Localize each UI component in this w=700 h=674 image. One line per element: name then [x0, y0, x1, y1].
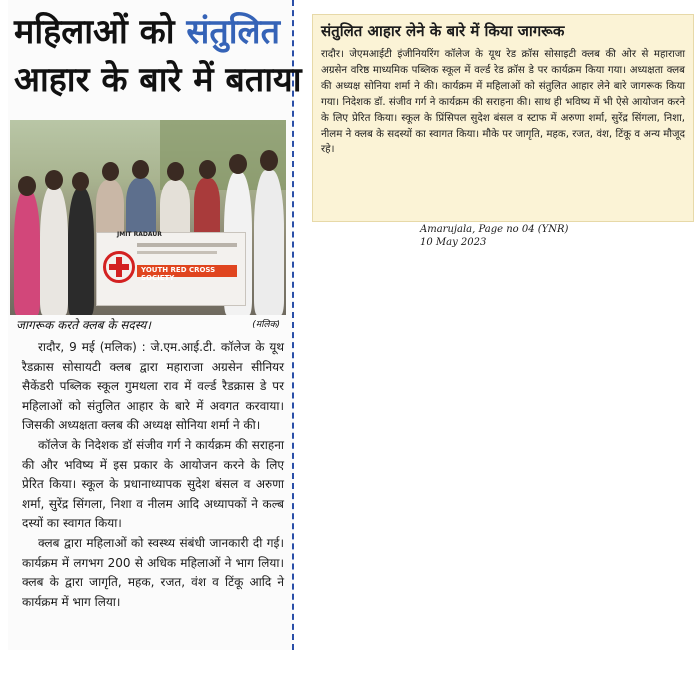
headline-accent: संतुलित: [186, 12, 280, 52]
source-publication: Amarujala, Page no 04 (YNR): [420, 224, 569, 235]
article-paragraph: कॉलेज के निदेशक डॉ संजीव गर्ग ने कार्यक्रम की सराहना की और भविष्य में इस प्रकार के आयोजन करने के लिए प्रेरित किया। स्कूल के प्रधानाध्यापक सुदेश बंसल व अरुणा शर्मा, सुरेंद्र सिंगला, निशा व नीलम आदि अध्यापकों ने कल्ब दस्यों का स्वागत किया।: [22, 437, 284, 531]
person-figure: [68, 188, 94, 315]
person-figure: [160, 180, 190, 240]
person-head: [199, 160, 216, 179]
headline: [14, 8, 302, 104]
article-paragraph: रादौर, 9 मई (मलिक) : जे.एम.आई.टी. कॉलेज के यूथ रैडक्रास सोसायटी क्लब द्वारा महाराजा अग्रसेन सीनियर सैकेंडरी पब्लिक स्कूल गुमथला राव में वर्ल्ड रैडक्रास डे पर महिलाओं को संतुलित आहार के बारे में अवगत करवाया। जिसकी अध्यक्षता क्लब की अध्यक्ष सोनिया शर्मा ने की।: [22, 340, 284, 433]
person-figure: [14, 190, 40, 315]
photo-caption: जागरूक करते क्लब के सदस्य।: [16, 318, 151, 332]
news-photo: [10, 120, 286, 315]
headline-line-2: आहार के बारे में बताया: [14, 60, 302, 100]
right-news-clipping: [312, 14, 694, 222]
left-news-clipping: [8, 0, 302, 650]
person-head: [229, 154, 247, 174]
photo-credit: (मलिक): [252, 320, 280, 330]
person-figure: [126, 178, 156, 238]
article-paragraph: क्लब द्वारा महिलाओं को स्वस्थ्य संबंधी जानकारी दी गई। कार्यक्रम में लगभग 200 से अधिक महिलाओं ने भाग लिया। क्लब के द्वारा जागृति, महक, रजत, वंश व टिंकू आदि ने कार्यक्रम में भाग लिया।: [22, 535, 284, 609]
banner-text-line: [137, 251, 217, 254]
red-cross-logo-icon: [103, 251, 135, 283]
person-head: [18, 176, 36, 196]
article-body: [22, 338, 284, 612]
banner-text: YOUTH RED CROSS SOCIETY: [141, 266, 216, 282]
right-headline: संतुलित आहार लेने के बारे में किया जागरूक: [321, 22, 565, 40]
photo-caption-row: [10, 314, 286, 334]
person-head: [102, 162, 119, 181]
person-figure: [254, 170, 284, 315]
person-figure: [40, 186, 68, 315]
person-figure: [194, 178, 220, 238]
banner-stripe: [137, 265, 237, 282]
headline-part-1: महिलाओं को: [14, 12, 187, 52]
person-head: [167, 162, 184, 181]
banner-text-line: [137, 243, 237, 247]
right-article-body: रादौर। जेएमआईटी इंजीनियरिंग कॉलेज के यूथ रेड क्रॉस सोसाइटी क्लब की ओर से महाराजा अग्रसेन वरिष्ठ माध्यमिक पब्लिक स्कूल में वर्ल्ड रेड क्रॉस डे पर कार्यक्रम किया गया। अध्यक्षता क्लब की अध्यक्ष सोनिया शर्मा ने की। कार्यक्रम में महिलाओं को संतुलित आहार लेने बारे जागरूक किया गया। निदेशक डॉ. संजीव गर्ग ने कार्यक्रम की सराहना की। साथ ही भविष्य में भी ऐसे आयोजन करने के लिए प्रेरित किया। स्कूल के प्रिंसिपल सुदेश बंसल व स्टाफ में अरुणा शर्मा, सुरेंद्र सिंगला, निशा, नीलम ने क्लब के सदस्यों का स्वागत किया। मौके पर जागृति, महक, रजत, वंश, टिंकू व अन्य मौजूद रहे।: [321, 49, 685, 156]
banner-tag: JMIT RADAUR: [117, 231, 162, 238]
person-head: [72, 172, 89, 191]
person-head: [45, 170, 63, 190]
red-cross-banner: [96, 232, 246, 306]
person-head: [132, 160, 149, 179]
source-citation: [420, 223, 568, 249]
person-head: [260, 150, 278, 171]
source-date: 10 May 2023: [420, 237, 487, 248]
